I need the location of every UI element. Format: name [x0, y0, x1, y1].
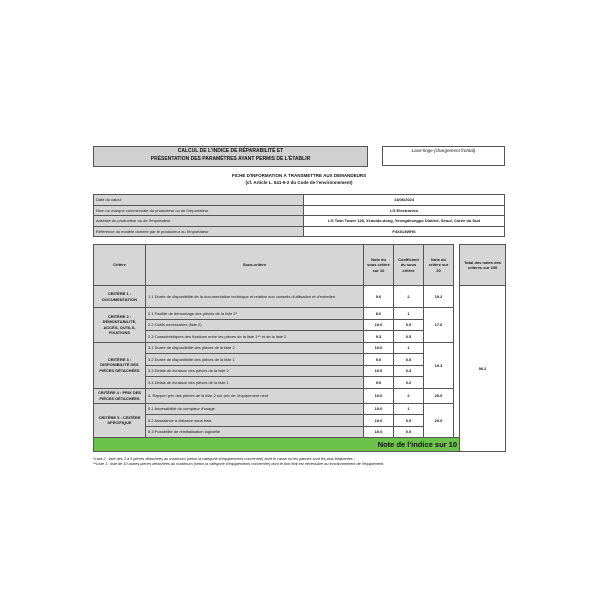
- note-value: 9.0: [364, 354, 394, 366]
- sub-criterion: 2.3 Caractéristiques des fixations entre les pièces de la liste 1** et de la liste 2: [146, 331, 364, 343]
- sub-criterion: 2.1 Facilité de démontage des pièces de la liste 2*: [146, 308, 364, 320]
- coef-value: 2: [394, 388, 424, 403]
- info-label: Nom ou marque commerciale du producteur ou de l'importateur: [94, 205, 304, 216]
- info-label: Date du calcul: [94, 195, 304, 206]
- spacer: [454, 415, 460, 427]
- col-sous-critere: Sous-critère: [146, 245, 364, 286]
- score-table: [93, 244, 506, 452]
- info-label: Référence du modèle donnée par le producteur ou l'importateur: [94, 226, 304, 237]
- final-score-row: [94, 438, 506, 452]
- spacer: [454, 365, 460, 377]
- criterion-label: CRITÈRE 2 : DÉMONTABILITÉ, ACCÈS, OUTILS, FIXATIONS: [94, 308, 146, 343]
- spacer: [454, 308, 460, 320]
- note-value: 10.0: [364, 319, 394, 331]
- sub-criterion: 1.1 Durée de disponibilité de la documentation technique et relative aux conseils d'utilisation et d'entretien: [146, 286, 364, 308]
- spacer: [454, 331, 460, 343]
- coef-value: 0.5: [394, 354, 424, 366]
- product-type: Lave-linge (chargement frontal): [382, 146, 505, 166]
- spacer: [454, 319, 460, 331]
- info-value: F4X813WHS: [304, 226, 505, 237]
- table-row: [94, 388, 506, 403]
- col-note20: Note du critère sur 20: [424, 245, 454, 286]
- info-table: [93, 194, 505, 237]
- info-row: [94, 195, 505, 206]
- criterion-score: 20.0: [424, 388, 454, 403]
- info-value: LG Electronics: [304, 205, 505, 216]
- sheet-title: [93, 146, 368, 167]
- table-row: [94, 342, 506, 354]
- sub-criterion: 2.2 Outils nécessaires (liste 2): [146, 319, 364, 331]
- spacer: [454, 403, 460, 415]
- spacer: [454, 354, 460, 366]
- sub-criterion: 5.1 Accessibilité du compteur d'usage: [146, 403, 364, 415]
- info-label: Adresse du producteur ou de l'importateur: [94, 216, 304, 227]
- spacer: [454, 377, 460, 389]
- header: [93, 146, 505, 166]
- footnote-2: **Liste 1 : liste de 10 autres pièces détachées au maximum (selon la catégorie d'équipements concernée) dont le bon état est nécessaire au fonctionnement de l'équipement.: [93, 462, 385, 467]
- table-row: [94, 308, 506, 320]
- total-100: 96.2: [460, 286, 506, 452]
- final-score-label: Note de l'indice sur 10: [94, 438, 460, 452]
- coef-value: 0.5: [394, 426, 424, 438]
- info-value: 14/06/2024: [304, 195, 505, 206]
- footnotes: [93, 457, 505, 467]
- criterion-score: 19.2: [424, 286, 454, 308]
- coef-value: 1: [394, 342, 424, 354]
- coef-value: 0.5: [394, 319, 424, 331]
- footnote-1: *Liste 2 : liste des 3 à 5 pièces détachées au maximum (selon la catégorie d'équipements concernée) dont le casse ou les pannes sont les plus fréquentes ;: [93, 457, 355, 461]
- note-value: 9.3: [364, 331, 394, 343]
- col-total: Total des notes des critères sur 100: [460, 245, 506, 286]
- criterion-score: 19.3: [424, 342, 454, 388]
- spacer: [454, 388, 460, 403]
- coef-value: 0.5: [394, 331, 424, 343]
- sub-criterion: 3.3 Délais de livraison des pièces de la liste 2: [146, 365, 364, 377]
- sub-criterion: 3.1 Durée de disponibilité des pièces de la liste 2: [146, 342, 364, 354]
- col-coef: Coefficient du sous critère: [394, 245, 424, 286]
- note-value: 10.0: [364, 365, 394, 377]
- criterion-score: 17.6: [424, 308, 454, 343]
- coef-value: 1: [394, 403, 424, 415]
- subheader: [93, 173, 505, 186]
- header-row: [94, 245, 506, 286]
- note-value: 9.6: [364, 286, 394, 308]
- criterion-score: 20.0: [424, 403, 454, 438]
- note-value: 9.0: [364, 377, 394, 389]
- note-value: 8.0: [364, 308, 394, 320]
- sub-criterion: 3.4 Délais de livraison des pièces de la liste 1: [146, 377, 364, 389]
- note-value: 10.0: [364, 403, 394, 415]
- subheader-line-1: FICHE D'INFORMATION À TRANSMETTRE AUX DEMANDEURS: [231, 173, 367, 178]
- info-row: [94, 226, 505, 237]
- coef-value: 0.3: [394, 365, 424, 377]
- coef-value: 0.5: [394, 415, 424, 427]
- info-row: [94, 205, 505, 216]
- subheader-line-2: (cf. Article L. 541-9-2 du Code de l'environnement): [245, 179, 353, 185]
- title-line-1: CALCUL DE L'INDICE DE RÉPARABILITÉ ET: [177, 148, 284, 154]
- note-value: 10.0: [364, 342, 394, 354]
- coef-value: 0.2: [394, 377, 424, 389]
- spacer: [454, 342, 460, 354]
- sub-criterion: 3.2 Durée de disponibilité des pièces de la liste 1: [146, 354, 364, 366]
- criterion-label: CRITÈRE 3 : DISPONIBILITÉ DES PIÈCES DÉTACHÉES: [94, 342, 146, 388]
- spacer: [454, 426, 460, 438]
- table-row: [94, 286, 506, 308]
- sub-criterion: 4. Rapport prix des pièces de la liste 2 sur prix de l'équipement neuf: [146, 388, 364, 403]
- col-critere: Critère: [94, 245, 146, 286]
- sub-criterion: 5.2 Assistance à distance sans frais: [146, 415, 364, 427]
- info-row: [94, 216, 505, 227]
- criterion-label: CRITÈRE 1 : DOCUMENTATION: [94, 286, 146, 308]
- title-line-2: PRÉSENTATION DES PARAMÈTRES AYANT PERMIS DE L'ÉTABLIR: [150, 155, 311, 162]
- note-value: 10.0: [364, 415, 394, 427]
- info-value: LG Twin Tower 128, Yeouido-dong, Yeongdeungpo District, Seoul, Corée du Sud: [304, 216, 505, 227]
- sub-criterion: 5.3 Possibilité de réinitialisation logicielle: [146, 426, 364, 438]
- col-note: Note du sous critère sur 10: [364, 245, 394, 286]
- note-value: 10.0: [364, 426, 394, 438]
- table-row: [94, 403, 506, 415]
- note-value: 10.0: [364, 388, 394, 403]
- coef-value: 2: [394, 286, 424, 308]
- criterion-label: CRITÈRE 5 : CRITÈRE SPÉCIFIQUE: [94, 403, 146, 438]
- coef-value: 1: [394, 308, 424, 320]
- criterion-label: CRITÈRE 4 : PRIX DES PIÈCES DÉTACHÉES: [94, 388, 146, 403]
